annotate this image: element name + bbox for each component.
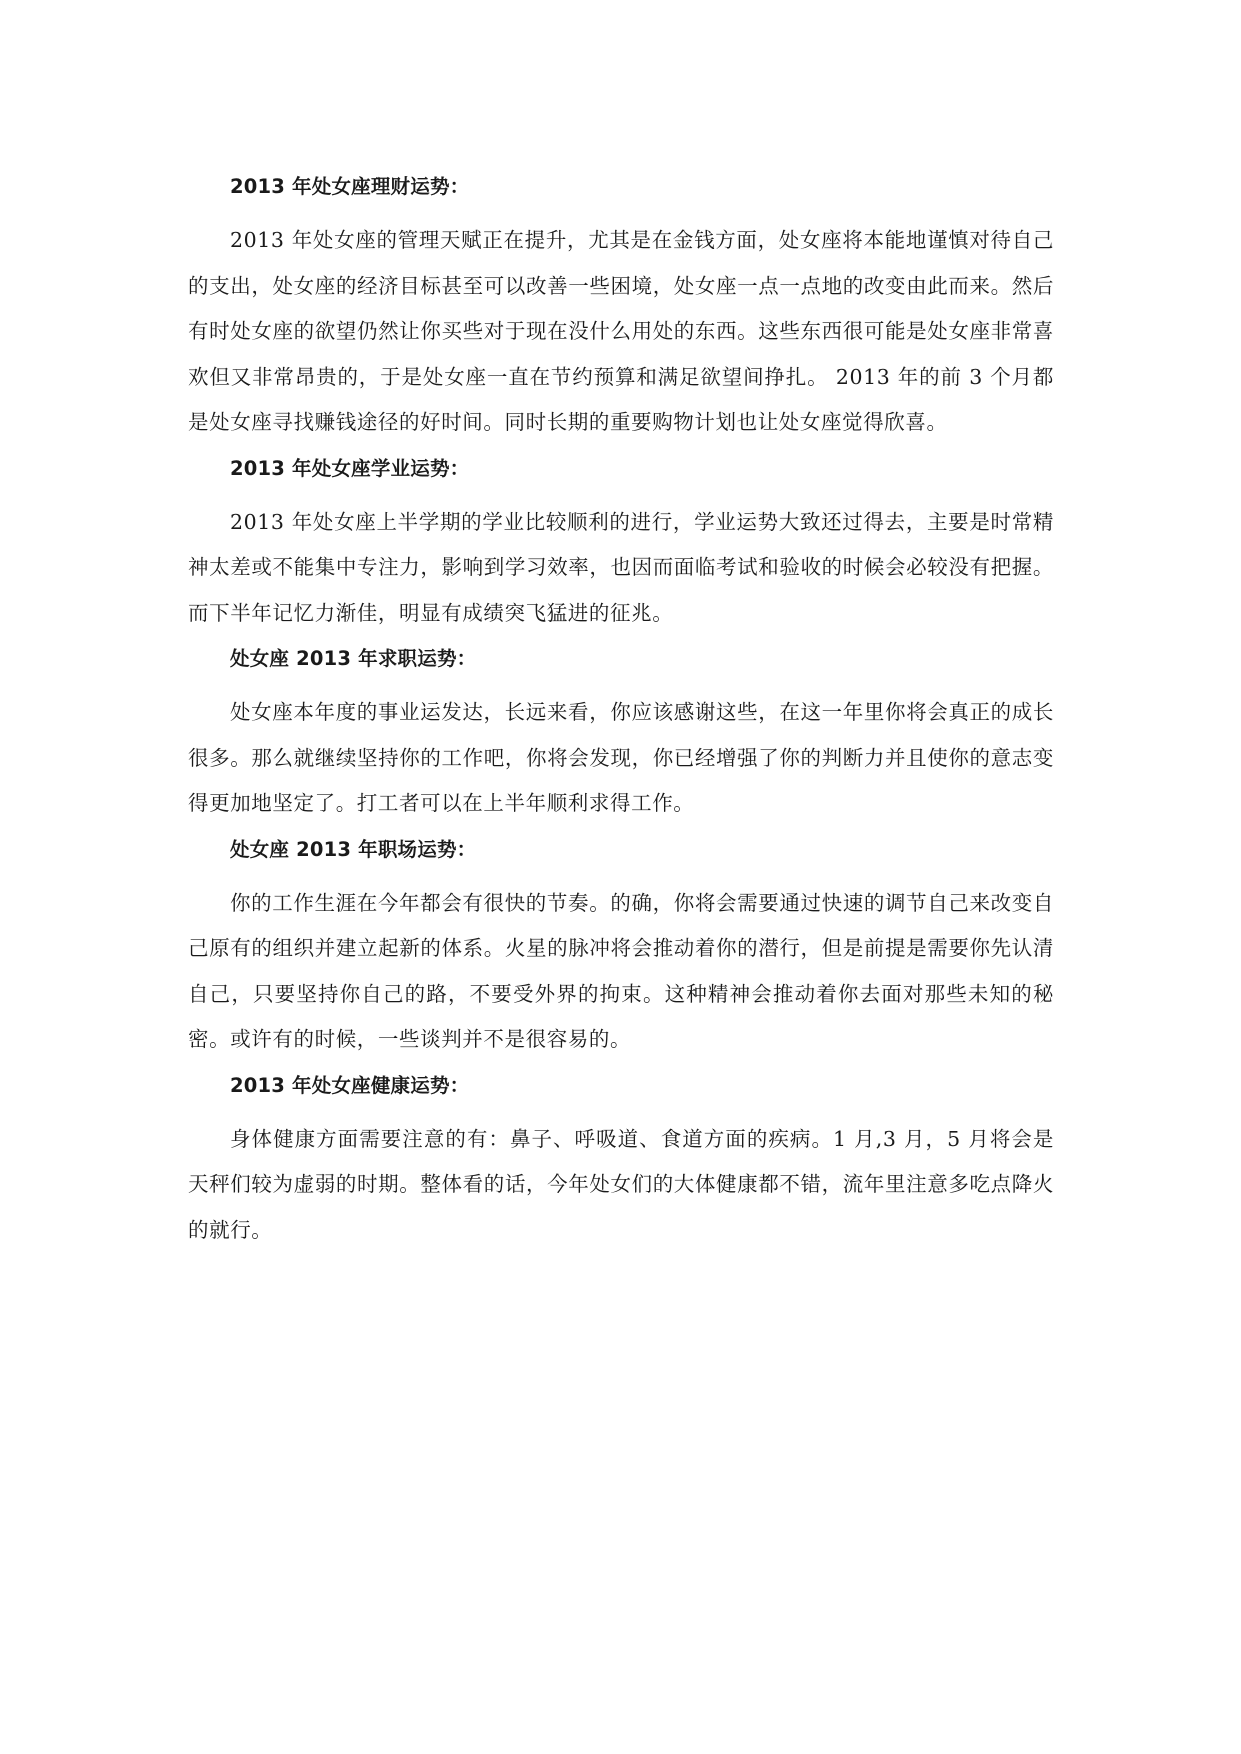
section-paragraph: 2013 年处女座上半学期的学业比较顺利的进行，学业运势大致还过得去，主要是时常精神太差或不能集中专注力，影响到学习效率，也因而面临考试和验收的时候会必较没有把握。而下半年记忆力渐佳，明显有成绩突飞猛进的征兆。 [188, 509, 1054, 625]
section-career [188, 831, 1054, 1063]
section-heading: 处女座 2013 年求职运势： [230, 647, 477, 670]
section-paragraph: 2013 年处女座的管理天赋正在提升，尤其是在金钱方面，处女座将本能地谨慎对待自己的支出，处女座的经济目标甚至可以改善一些困境，处女座一点一点地的改变由此而来。然后有时处女座的欲望仍然让你买些对于现在没什么用处的东西。这些东西很可能是处女座非常喜欢但又非常昂贵的，于是处女座一直在节约预算和满足欲望间挣扎。 2013 年的前 3 个月都是处女座寻找赚钱途径的好时间。同时长期的重要购物计划也让处女座觉得欣喜。 [188, 228, 1054, 434]
section-study [188, 450, 1054, 637]
section-finance [188, 168, 1054, 446]
section-paragraph: 处女座本年度的事业运发达，长远来看，你应该感谢这些，在这一年里你将会真正的成长很多。那么就继续坚持你的工作吧，你将会发现，你已经增强了你的判断力并且使你的意志变得更加地坚定了。打工者可以在上半年顺利求得工作。 [188, 700, 1054, 815]
section-heading: 处女座 2013 年职场运势： [230, 837, 477, 861]
section-paragraph: 身体健康方面需要注意的有：鼻子、呼吸道、食道方面的疾病。1 月,3 月，5 月将会是天秤们较为虚弱的时期。整体看的话，今年处女们的大体健康都不错，流年里注意多吃点降火的就行。 [188, 1126, 1054, 1242]
document-content [188, 168, 1054, 1257]
section-heading: 2013 年处女座学业运势： [230, 456, 470, 480]
section-paragraph: 你的工作生涯在今年都会有很快的节奏。的确，你将会需要通过快速的调节自己来改变自己原有的组织并建立起新的体系。火星的脉冲将会推动着你的潜行，但是前提是需要你先认清自己，只要坚持你自己的路，不要受外界的拘束。这种精神会推动着你去面对那些未知的秘密。或许有的时候，一些谈判并不是很容易的。 [188, 890, 1054, 1051]
section-heading: 2013 年处女座健康运势： [230, 1073, 470, 1097]
section-health [188, 1067, 1054, 1254]
section-heading: 2013 年处女座理财运势： [230, 175, 470, 198]
section-job-search [188, 640, 1054, 827]
